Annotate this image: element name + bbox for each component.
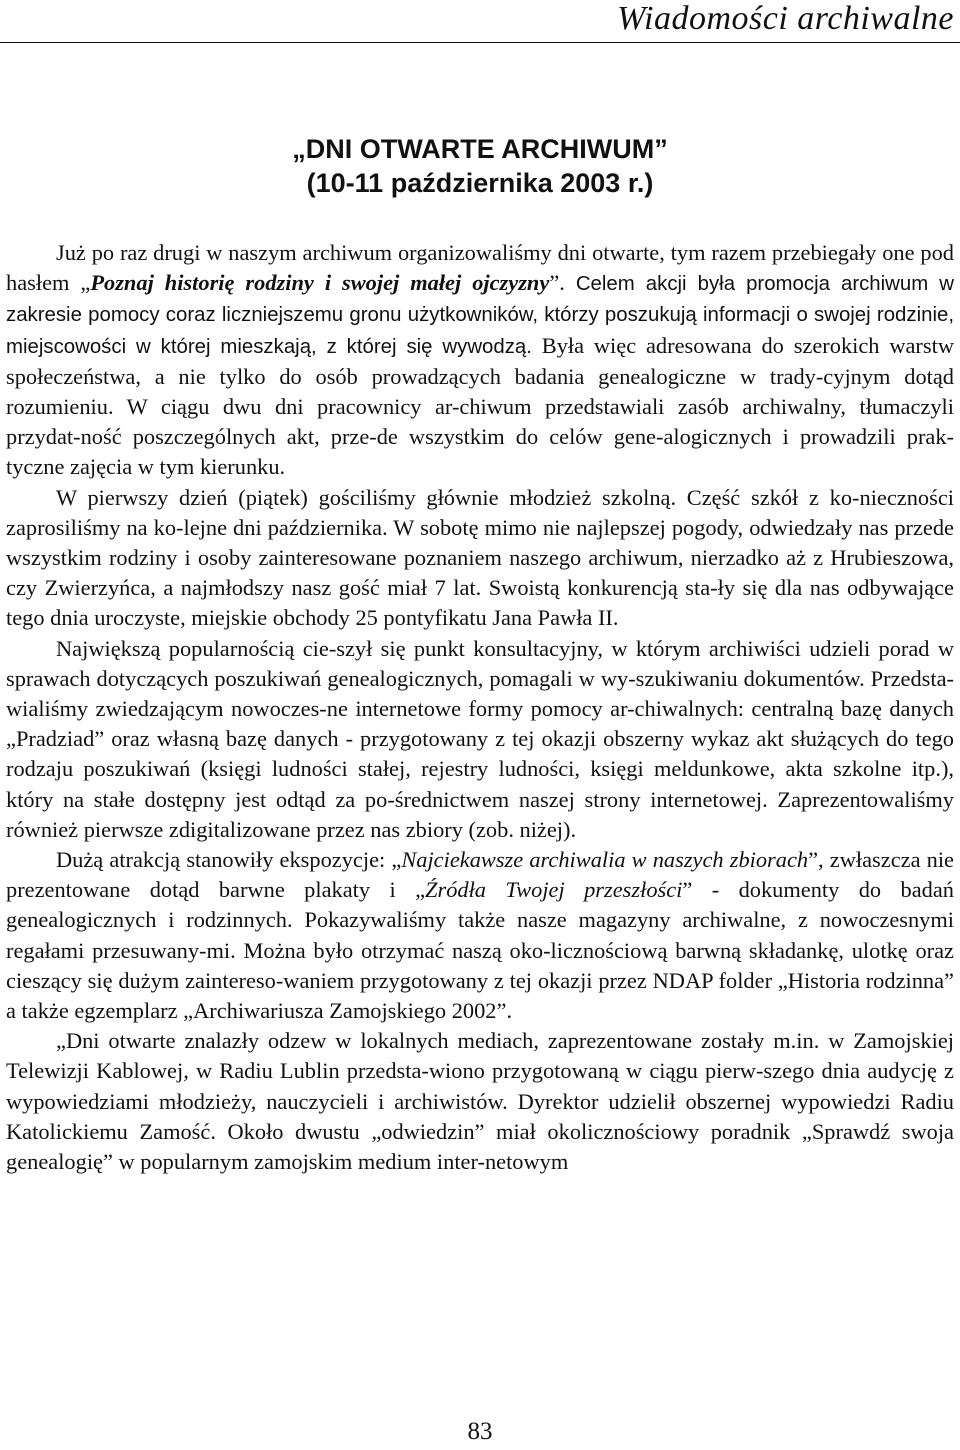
- paragraph-1: [6, 238, 954, 483]
- title-line-2: (10-11 października 2003 r.): [306, 168, 654, 198]
- paragraph-1-intro: Już po raz drugi w naszym archiwum organizowaliśmy dni otwarte, tym razem przebiegały one pod hasłem „: [6, 240, 954, 296]
- paragraph-5: „Dni otwarte znalazły odzew w lokalnych mediach, zaprezentowane zostały m.in. w Zamojskiej Telewizji Kablowej, w Radiu Lublin przedsta-wiono przygotowaną w ciągu pierw-szego dnia audycję z wypowiedziami młodzieży, nauczycieli i archiwistów. Dyrektor udzielił obszernej wypowiedzi Radiu Katolickiemu Zamość. Około dwustu „odwiedzin” miał okolicznościowy poradnik „Sprawdź swoja genealogię” w popularnym zamojskim medium inter-netowym: [6, 1028, 954, 1175]
- paragraph-1-end: W ciągu dwu dni pracownicy ar-chiwum przedstawiali zasób archiwalny, tłumaczyli przydat-ność poszczególnych akt, prze-de wszystkim do celów gene-alogicznych i prowadzili prak-tyczne zajęcia w tym kierunku.: [6, 394, 954, 480]
- paragraph-1-sans-text: Celem akcji była promocja archiwum w zakresie pomocy coraz liczniejszemu gronu użytkowników, którzy poszukują informacji o swojej rodzinie, miejscowości w której mieszkają, z której się wywodzą.: [6, 273, 954, 358]
- motto-text: Poznaj historię rodziny i swojej małej ojczyzny: [90, 270, 550, 296]
- paragraph-1-continued: Była więc adresowana do szerokich warstw społeczeństwa, a nie tylko do osób prowadzących badania genealogiczne w trady-cyjnym dotąd rozumieniu.: [6, 332, 954, 420]
- paragraph-4-middle: ”, zwłaszcza nie prezentowane dotąd barwne plakaty i „: [6, 847, 954, 903]
- exhibit-2-title: Źródła Twojej przeszłości: [425, 877, 683, 903]
- article-title: [0, 132, 960, 200]
- title-line-1: „DNI OTWARTE ARCHIWUM”: [292, 134, 668, 164]
- running-header-title: Wiadomości archiwalne: [617, 0, 954, 37]
- header-divider: [0, 42, 960, 43]
- page-number: 83: [467, 1418, 493, 1445]
- exhibit-1-title: Najciekawsze archiwalia w naszych zbiorach: [401, 847, 809, 873]
- paragraph-1-quote-end: ”.: [549, 270, 576, 296]
- paragraph-4: [6, 845, 954, 1026]
- article-body: [6, 238, 954, 1177]
- paragraph-4-end: ” - dokumenty do badań genealogicznych i rodzinnych. Pokazywaliśmy także nasze magazyny archiwalne, z nowoczesnymi regałami przesuwany-mi. Można było otrzymać naszą oko-licznościową barwną składankę, ulotkę oraz cieszący się dużym zaintereso-waniem przygotowany z tej okazji przez NDAP folder „Historia rodzinna” a także egzemplarz „Archiwariusza Zamojskiego 2002”.: [6, 877, 954, 1024]
- paragraph-4-intro: Dużą atrakcją stanowiły ekspozycje: „: [56, 847, 402, 873]
- paragraph-2: W pierwszy dzień (piątek) gościliśmy głównie młodzież szkolną. Część szkół z ko-nieczności zaprosiliśmy na ko-lejne dni października. W sobotę mimo nie najlepszej pogody, odwiedzały nas przede wszystkim rodziny i osoby zainteresowane poznaniem naszego archiwum, nierzadko aż z Hrubieszowa, czy Zwierzyńca, a najmłodszy nasz gość miał 7 lat. Swoistą konkurencją sta-ły się dla nas odbywające tego dnia uroczyste, miejskie obchody 25 pontyfikatu Jana Pawła II.: [6, 484, 954, 631]
- paragraph-3: Największą popularnością cie-szył się punkt konsultacyjny, w którym archiwiści udzieli porad w sprawach dotyczących poszukiwań genealogicznych, pomagali w wy-szukiwaniu dokumentów. Przedsta-wialiśmy zwiedzającym nowoczes-ne internetowe formy pomocy ar-chiwalnych: centralną bazę danych „Pradziad” oraz własną bazę danych - przygotowany z tej okazji obszerny wykaz akt służących do tego rodzaju poszukiwań (księgi ludności stałej, rejestry ludności, księgi meldunkowe, akta szkolne itp.), który na stałe dostępny jest odtąd za po-średnictwem naszej strony internetowej. Zaprezentowaliśmy również pierwsze zdigitalizowane przez nas zbiory (zob. niżej).: [6, 635, 954, 842]
